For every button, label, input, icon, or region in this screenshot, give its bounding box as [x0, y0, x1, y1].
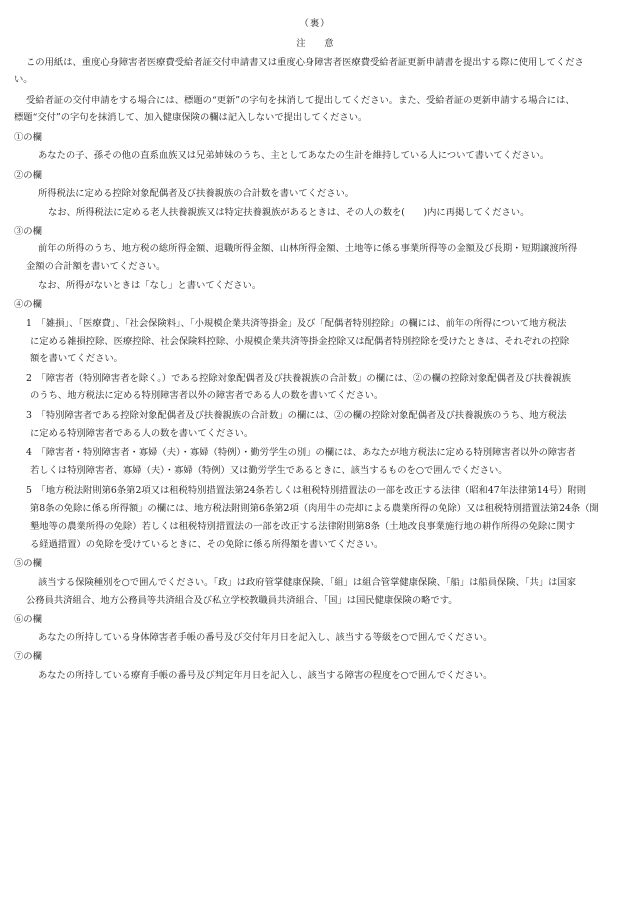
- section-5-text-line1: 該当する保険種別を○で囲んでください。「政」は政府管掌健康保険、「組」は組合管掌健康保険、「船」は船員保険、「共」は国家: [38, 577, 577, 588]
- intro-p2-line2: 標題“交付”の字句を抹消して、加入健康保険の欄は記入しないで提出してください。: [14, 112, 368, 123]
- page-side-label: （裏）: [299, 18, 331, 29]
- section-3-heading: ③の欄: [14, 226, 42, 237]
- section-5-text-line2: 公務員共済組合、地方公務員等共済組合及び私立学校教職員共済組合、「国」は国民健康保険の略です。: [26, 595, 458, 606]
- section-5-heading: ⑤の欄: [14, 558, 42, 569]
- intro-p1-line1: この用紙は、重度心身障害者医療費受給者証交付申請書又は重度心身障害者医療費受給者証更新申請書を提出する際に使用してくださ: [26, 57, 584, 68]
- section-4-item1-line3: 額を書いてください。: [30, 353, 123, 364]
- section-4-item5-line3: 墾地等の農業所得の免除）若しくは租税特別措置法の一部を改正する法律附則第8条（土地改良事業施行地の耕作所得の免除に関す: [30, 521, 576, 532]
- section-4-item1-line2: に定める雑損控除、医療控除、社会保険料控除、小規模企業共済等掛金控除又は配偶者特別控除を受けたときは、それぞれの控除: [30, 336, 570, 347]
- section-4-item2-line1: 2 「障害者（特別障害者を除く。）である控除対象配偶者及び扶養親族の合計数」の欄には、②の欄の控除対象配偶者及び扶養親族: [26, 373, 571, 384]
- section-1-text: あなたの子、孫その他の直系血族又は兄弟姉妹のうち、主としてあなたの生計を維持している人について書いてください。: [38, 150, 550, 161]
- section-6-heading: ⑥の欄: [14, 614, 42, 625]
- section-6-text: あなたの所持している身体障害者手帳の番号及び交付年月日を記入し、該当する等級を○で囲んでください。: [38, 632, 493, 643]
- section-4-item4-line1: 4 「障害者・特別障害者・寡婦（夫）・寡婦（特例）・勤労学生の別」の欄には、あなたが地方税法に定める特別障害者以外の障害者: [26, 447, 576, 458]
- intro-p1-line2: い。: [14, 74, 33, 85]
- section-4-item4-line2: 若しくは特別障害者、寡婦（夫）・寡婦（特例）又は勤労学生であるときに、該当するものを○で囲んでください。: [30, 465, 508, 476]
- section-3-text-line2: 金額の合計額を書いてください。: [26, 261, 166, 272]
- section-4-item5-line1: 5 「地方税法附則第6条第2項又は租税特別措置法第24条若しくは租税特別措置法の一部を改正する法律（昭和47年法律第14号）附則: [26, 485, 586, 496]
- section-4-heading: ④の欄: [14, 299, 42, 310]
- section-3-text-line3: なお、所得がないときは「なし」と書いてください。: [38, 280, 262, 291]
- section-2-heading: ②の欄: [14, 170, 42, 181]
- section-4-item3-line2: に定める特別障害者である人の数を書いてください。: [30, 428, 254, 439]
- section-4-item2-line2: のうち、地方税法に定める特別障害者以外の障害者である人の数を書いてください。: [30, 390, 384, 401]
- section-7-text: あなたの所持している療育手帳の番号及び判定年月日を記入し、該当する障害の程度を○で囲んでください。: [38, 670, 493, 681]
- intro-p2-line1: 受給者証の交付申請をする場合には、標題の“更新”の字句を抹消して提出してください。また、受給者証の更新申請する場合には、: [26, 95, 575, 106]
- section-2-text-line1: 所得税法に定める控除対象配偶者及び扶養親族の合計数を書いてください。: [38, 188, 355, 199]
- section-3-text-line1: 前年の所得のうち、地方税の総所得金額、退職所得金額、山林所得金額、土地等に係る事業所得等の金額及び長期・短期譲渡所得: [38, 243, 578, 254]
- section-2-text-line2: なお、所得税法に定める老人扶養親族又は特定扶養親族があるときは、その人の数を( )内に再掲してください。: [48, 207, 530, 218]
- page-title: 注 意: [296, 38, 334, 49]
- section-4-item5-line2: 第8条の免除に係る所得額」の欄には、地方税法附則第6条第2項（肉用牛の売却による農業所得の免除）又は租税特別措置法第24条（開: [30, 503, 599, 514]
- section-1-heading: ①の欄: [14, 132, 42, 143]
- section-4-item3-line1: 3 「特別障害者である控除対象配偶者及び扶養親族の合計数」の欄には、②の欄の控除対象配偶者及び扶養親族のうち、地方税法: [26, 410, 567, 421]
- section-4-item1-line1: 1 「雑損」、「医療費」、「社会保険料」、「小規模企業共済等掛金」及び「配偶者特別控除」の欄には、前年の所得について地方税法: [26, 318, 567, 329]
- section-7-heading: ⑦の欄: [14, 651, 42, 662]
- section-4-item5-line4: る経過措置）の免除を受けているときに、その免除に係る所得額を書いてください。: [30, 539, 384, 550]
